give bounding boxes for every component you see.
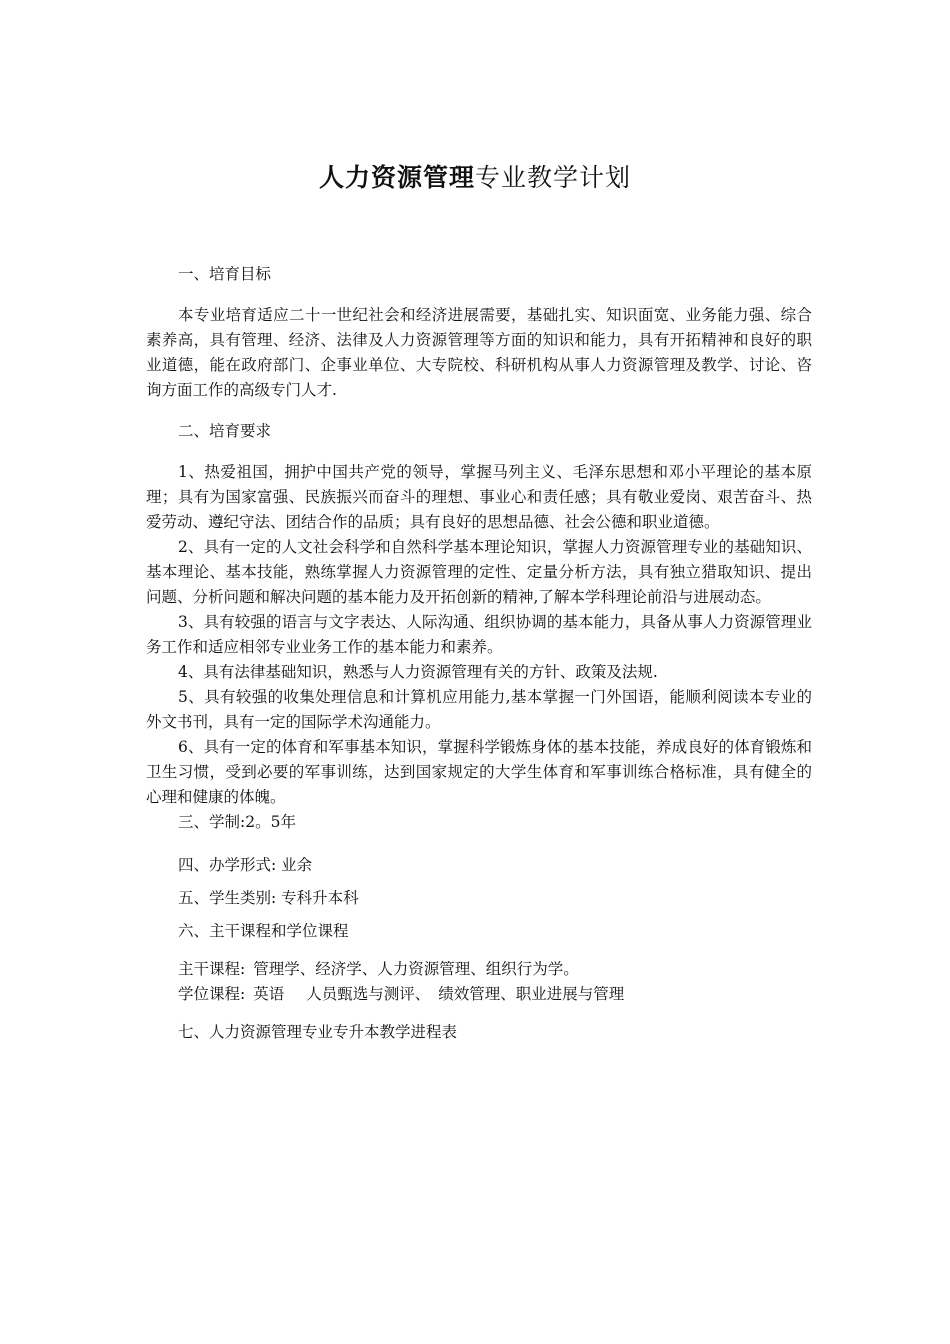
document-body: [146, 262, 812, 1045]
degree-course-performance: 绩效管理、职业进展与管理: [438, 985, 625, 1003]
requirement-item-5: 5、具有较强的收集处理信息和计算机应用能力,基本掌握一门外国语，能顺利阅读本专业的外文书刊，具有一定的国际学术沟通能力。: [146, 688, 812, 731]
requirement-item-2: 2、具有一定的人文社会科学和自然科学基本理论知识，掌握人力资源管理专业的基础知识、基本理论、基本技能，熟练掌握人力资源管理的定性、定量分析方法，具有独立猎取知识、提出问题、分析问题和解决问题的基本能力及开拓创新的精神,了解本学科理论前沿与进展动态。: [146, 538, 812, 606]
section-5-line: 五、学生类别: 专科升本科: [178, 889, 359, 907]
main-courses-line: [146, 957, 812, 982]
section-2-heading: 二、培育要求: [178, 422, 272, 440]
page-title: [0, 160, 950, 196]
section-1-paragraph: 本专业培育适应二十一世纪社会和经济进展需要，基础扎实、知识面宽、业务能力强、综合素养高，具有管理、经济、法律及人力资源管理等方面的知识和能力，具有开拓精神和良好的职业道德，能在政府部门、企事业单位、大专院校、科研机构从事人力资源管理及教学、讨论、咨询方面工作的高级专门人才.: [146, 306, 812, 399]
section-4-line: 四、办学形式: 业余: [178, 856, 313, 874]
requirement-item-3: 3、具有较强的语言与文字表达、人际沟通、组织协调的基本能力，具备从事人力资源管理业务工作和适应相邻专业业务工作的基本能力和素养。: [146, 613, 812, 656]
main-courses-label: 主干课程:: [178, 960, 246, 978]
title-rest-part: 专业教学计划: [475, 163, 632, 192]
requirement-item-6: 6、具有一定的体育和军事基本知识，掌握科学锻炼身体的基本技能，养成良好的体育锻炼和卫生习惯，受到必要的军事训练，达到国家规定的大学生体育和军事训练合格标准，具有健全的心理和健康的体魄。: [146, 738, 812, 806]
requirement-item-4: 4、具有法律基础知识，熟悉与人力资源管理有关的方针、政策及法规.: [178, 663, 658, 681]
section-7-heading: 七、人力资源管理专业专升本教学进程表: [178, 1023, 458, 1041]
section-3-line: 三、学制:2。5年: [178, 813, 296, 831]
main-courses-text: 管理学、经济学、人力资源管理、组织行为学。: [253, 960, 579, 978]
title-bold-part: 人力资源管理: [318, 163, 475, 192]
degree-course-english: 英语: [253, 985, 285, 1003]
degree-courses-label: 学位课程:: [178, 985, 246, 1003]
section-6-heading: 六、主干课程和学位课程: [178, 922, 349, 940]
section-1-heading: 一、培育目标: [178, 265, 272, 283]
requirement-item-1: 1、热爱祖国，拥护中国共产党的领导，掌握马列主义、毛泽东思想和邓小平理论的基本原理；具有为国家富强、民族振兴而奋斗的理想、事业心和责任感；具有敬业爱岗、艰苦奋斗、热爱劳动、遵纪守法、团结合作的品质；具有良好的思想品德、社会公德和职业道德。: [146, 463, 812, 531]
degree-courses-line: [146, 982, 812, 1007]
degree-course-selection: 人员甄选与测评、: [306, 985, 431, 1003]
